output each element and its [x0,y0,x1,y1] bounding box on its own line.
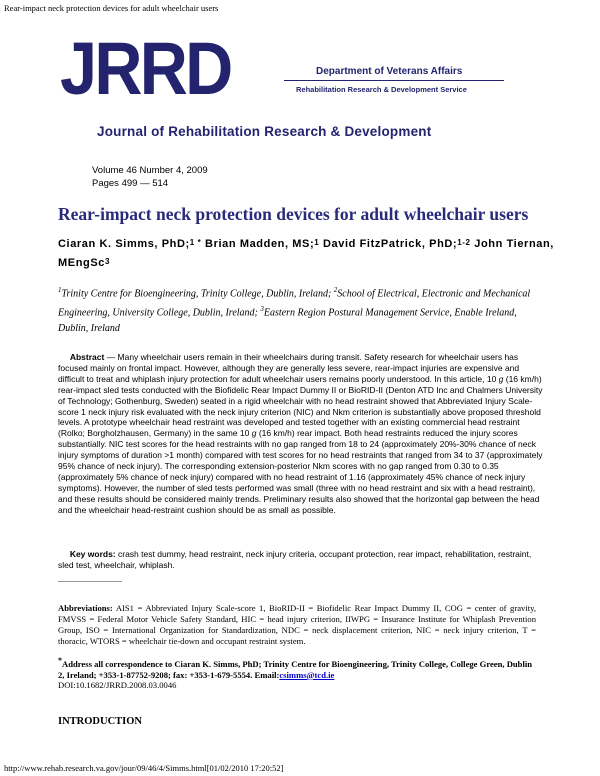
masthead-rule [284,80,504,81]
abstract [58,352,544,516]
department-name: Department of Veterans Affairs [316,66,463,77]
abstract-text: (16 km/h) rear impact. Both head restraints reduced the injury scores substantially. NIC test scores for the head restraints with no gap ranged from 18 to 24 (approximately 20%-30% chance of neck injury symptoms of duration >1 month) compared with test scores for no head restraints that ranged from 34 to 37 (approximately 95% chance of neck injury). The corresponding extension-posterior Nkm scores with no gap ranged from 0.30 to 0.35 (approximately 5% chance of neck injury) compared with no head restraint of 1.16 (approximately 45% chance of neck injury symptoms). However, the number of sled tests performed was small (three with no head restraint and six with a head restraint), and these results should be considered mainly trends. Preliminary results also showed that the horizontal gap between the head and the wheelchair head-restraint cushion should be as small as possible. [58,428,543,515]
g-unit: g [251,428,257,439]
affil-mark: 2 [333,286,338,294]
keywords-label: Key words: [69,549,116,559]
author-affil-mark: 1 [314,238,320,247]
article-title: Rear-impact neck protection devices for adult wheelchair users [58,204,529,224]
abstract-text: (16 km/h) rear-impact sled tests conducted with the Biofidelic Rear Impact Dummy II or BioRID-II (Denton ATD Inc and Chalmers University of Technology; Gothenburg, Sweden) seated in a rigid wheelchair with no head restraint showed that Abbreviated Injury Scale-score 1 neck injury risk evaluated with the neck injury criterion (NIC) and Nkm criterion is substantially above proposed threshold levels. A prototype wheelchair head restraint was developed and tested together with an existing commercial head restraint (Rolko; Borgholzhausen, Germany) in the same 10 [58,373,543,439]
service-name: Rehabilitation Research & Development Service [296,85,467,94]
footnote-divider [58,581,122,582]
correspondence [58,656,536,681]
author-name: Brian Madden, MS; [205,238,315,250]
author-list [58,235,558,273]
browser-page-url: http://www.rehab.research.va.gov/jour/09/46/4/Simms.html[01/02/2010 17:20:52] [4,763,284,773]
author-name: David FitzPatrick, PhD; [322,238,458,250]
affiliation: Trinity Centre for Bioengineering, Trinity College, Dublin, Ireland; [61,288,334,300]
browser-page-title: Rear-impact neck protection devices for adult wheelchair users [4,3,219,13]
author-affil-mark: 1-2 [457,238,471,247]
journal-title: Journal of Rehabilitation Research & Development [97,124,432,139]
affiliation: Eastern Region Postural Management Service, Enable Ireland, Dublin, Ireland [58,307,517,334]
volume-info: Volume 46 Number 4, 2009 [92,165,208,176]
author-name: John Tiernan, MEngSc [58,238,554,269]
g-unit: g [498,373,504,384]
affil-mark: 1 [58,286,62,294]
correspondence-mark: * [58,656,62,665]
affiliation: School of Electrical, Electronic and Mechanical Engineering, University College, Dublin, Ireland; [58,288,531,319]
keywords [58,549,544,571]
email-link[interactable]: csimms@tcd.ie [279,669,335,680]
author-affil-mark: 3 [105,257,111,266]
keywords-text: crash test dummy, head restraint, neck injury criteria, occupant protection, rear impact, rehabilitation, restraint, sled test, wheelchair, whiplash. [58,549,532,570]
affiliations [58,283,538,336]
abbreviations-text: AIS1 = Abbreviated Injury Scale-score 1, BioRID-II = Biofidelic Rear Impact Dummy II, COG = center of gravity, FMVSS = Federal Motor Vehicle Safety Standard, HIC = head injury criterion, IIWPG = Insurance Institute for Whiplash Prevention Group, ISO = International Organization for Standardization, NDC = neck displacement criterion, NIC = neck injury criterion, T = thoracic, WTORS = wheelchair tie-down and occupant restraint system. [58,603,536,646]
author-affil-mark: 1 * [189,238,202,247]
affil-mark: 3 [260,304,264,313]
abbreviations-label: Abbreviations: [58,603,113,613]
section-heading-introduction: INTRODUCTION [58,716,143,727]
abstract-label: Abstract [69,352,105,362]
jrrd-logo: JRRD [60,27,231,110]
doi: DOI:10.1682/JRRD.2008.03.0046 [58,680,177,690]
abbreviations [58,603,536,647]
author-name: Ciaran K. Simms, PhD; [58,238,190,250]
pages-info: Pages 499 — 514 [92,178,169,189]
correspondence-text: Address all correspondence to Ciaran K. Simms, PhD; Trinity Centre for Bioengineering, Trinity College, College Green, Dublin 2, Ireland; +353-1-87752-9208; fax: +353-1-679-5554. Email: [58,658,533,680]
abstract-text: — Many wheelchair users remain in their wheelchairs during transit. Safety research for wheelchair users has focused mainly on frontal impact. However, although they are generally less severe, rear-impact injuries are expensive and difficult to treat and whiplash injury protection for adult wheelchair users remains poorly understood. In this article, 10 [58,352,520,384]
